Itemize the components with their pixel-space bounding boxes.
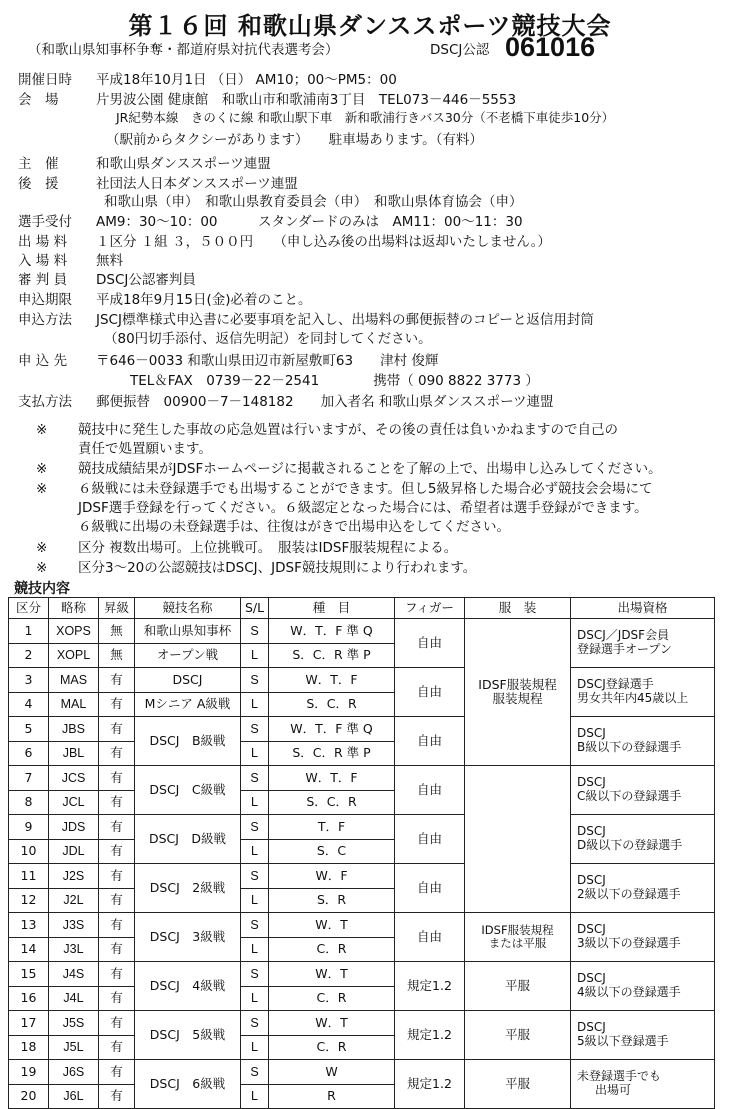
table-row [9,864,715,889]
note-mark: ※ [36,560,48,576]
info-label: 審 判 員 [18,272,68,288]
cell-abbr: JBS [49,717,99,742]
cell-event: C．R [269,1035,395,1060]
cell-name: DSCJ C級戦 [135,766,241,815]
cell-abbr: J4L [49,986,99,1011]
cell-no: 14 [9,937,49,962]
cell-abbr: MAS [49,668,99,693]
cell-abbr: J5S [49,1011,99,1036]
table-row [9,913,715,938]
info-support [18,172,298,192]
cell-name: DSCJ 3級戦 [135,913,241,962]
cell-sl: S [241,668,269,693]
info-label: 申込期限 [18,292,72,308]
cell-promo: 有 [99,1011,135,1036]
qual-text: 男女共年内45歳以上 [577,691,689,705]
cell-figure: 自由 [395,668,465,717]
info-value: 平成18年10月1日 （日） AM10；00～PM5：00 [96,72,397,88]
cell-sl: S [241,864,269,889]
note-mark: ※ [36,422,48,438]
cell-promo: 有 [99,668,135,693]
note [36,477,653,497]
cell-sl: L [241,1035,269,1060]
cell-qualification [571,668,715,717]
note-text: 競技成績結果がJDSFホームページに掲載されることを了解の上で、出場申し込みしてください。 [78,461,662,477]
cell-figure: 自由 [395,815,465,864]
info-value: JR紀勢本線 きのくに線 和歌山駅下車 新和歌浦行きバス30分（不老橋下車徒歩10分） [116,110,615,125]
info-value: （駅前からタクシーがあります） 駐車場あります。（有料） [106,132,483,148]
cell-promo: 有 [99,888,135,913]
header-cell: 種 目 [269,598,395,619]
qual-text: DSCJ [577,726,606,741]
cell-qualification [571,913,715,962]
cell-no: 3 [9,668,49,693]
info-value: 片男波公園 健康館 和歌山市和歌浦南3丁目 TEL073－446－5553 [96,92,517,108]
qual-text: DSCJ登録選手 [577,677,654,692]
attire-text: IDSF服装規程 [481,922,554,937]
note-mark: ※ [36,481,48,497]
info-method [18,308,594,328]
cell-promo: 有 [99,986,135,1011]
cell-abbr: JCS [49,766,99,791]
cell-no: 18 [9,1035,49,1060]
table-row [9,1011,715,1036]
cell-no: 5 [9,717,49,742]
qual-text: DSCJ [577,824,606,839]
cell-promo: 有 [99,962,135,987]
cell-event: S．R [269,888,395,913]
cell-event: W．T．F 準 Q [269,619,395,644]
cell-qualification [571,766,715,815]
table-row [9,717,715,742]
cell-no: 17 [9,1011,49,1036]
qual-text: DSCJ [577,971,606,986]
cell-no: 12 [9,888,49,913]
info-label: 主 催 [18,156,59,172]
info-judges [18,268,196,288]
cell-sl: L [241,643,269,668]
info-date [18,68,397,88]
cell-sl: L [241,839,269,864]
info-value: 〒646－0033 和歌山県田辺市新屋敷町63 津村 俊輝 [96,353,439,369]
cell-abbr: J6L [49,1084,99,1109]
cell-promo: 有 [99,766,135,791]
qual-text: 出場可 [595,1083,632,1097]
qual-text: 登録選手オープン [577,642,672,656]
cell-abbr: J4S [49,962,99,987]
note-text: 区分 複数出場可。上位挑戦可。 服装はIDSF服装規程による。 [78,540,458,556]
cell-abbr: XOPL [49,643,99,668]
header-cell: 服 装 [465,598,571,619]
attire-text: または平服 [488,936,547,950]
cell-figure: 規定1.2 [395,1060,465,1109]
qual-text: DSCJ [577,775,606,790]
cell-event: C．R [269,986,395,1011]
cell-qualification [571,1011,715,1060]
qual-text: 5級以下登録選手 [577,1034,669,1048]
header-cell: 競技名称 [135,598,241,619]
cell-figure: 規定1.2 [395,1011,465,1060]
cell-sl: L [241,790,269,815]
qual-text: 3級以下の登録選手 [577,936,681,950]
info-label: 入 場 料 [18,253,68,269]
cell-promo: 有 [99,741,135,766]
cell-promo: 有 [99,913,135,938]
attire-text: IDSF服装規程 [478,676,557,692]
cell-event: W．T [269,1011,395,1036]
cell-event: W．T．F [269,766,395,791]
cell-abbr: J3L [49,937,99,962]
header-cell: 略称 [49,598,99,619]
info-value: 和歌山県（申） 和歌山県教育委員会（申） 和歌山県体育協会（申） [104,194,523,210]
attire-text: 服装規程 [492,691,543,706]
cell-sl: L [241,888,269,913]
qual-text: DSCJ [577,1020,606,1035]
info-value: DSCJ公認審判員 [96,272,196,288]
table-row [9,1060,715,1085]
qual-text: 2級以下の登録選手 [577,887,681,901]
note [36,556,476,576]
table-row [9,766,715,791]
cell-abbr: JDS [49,815,99,840]
cell-attire: 平服 [465,1011,571,1060]
cell-qualification [571,962,715,1011]
note-text: 責任で処置願います。 [78,441,212,457]
table-header-row [9,598,715,619]
info-value: 郵便振替 00900－7－148182 加入者名 和歌山県ダンススポーツ連盟 [96,394,554,410]
cell-qualification [571,717,715,766]
dscj-code: 061016 [505,32,596,62]
cell-no: 16 [9,986,49,1011]
info-reception [18,210,523,230]
cell-attire: 平服 [465,1060,571,1109]
cell-no: 15 [9,962,49,987]
cell-no: 4 [9,692,49,717]
cell-no: 19 [9,1060,49,1085]
cell-figure: 規定1.2 [395,962,465,1011]
info-value: 平成18年9月15日(金)必着のこと。 [96,292,312,308]
cell-promo: 有 [99,937,135,962]
qual-text: 未登録選手でも [577,1069,662,1084]
cell-qualification [571,619,715,668]
cell-qualification [571,864,715,913]
cell-no: 9 [9,815,49,840]
cell-sl: L [241,986,269,1011]
cell-sl: L [241,741,269,766]
cell-event: C．R [269,937,395,962]
cell-name: 和歌山県知事杯 [135,619,241,644]
cell-no: 1 [9,619,49,644]
header-cell: 区分 [9,598,49,619]
qual-text: B級以下の登録選手 [577,740,682,754]
info-venue [18,88,516,108]
dscj-label: DSCJ公認 [430,42,490,58]
cell-event: T．F [269,815,395,840]
info-admission [18,249,123,269]
cell-no: 7 [9,766,49,791]
cell-promo: 有 [99,790,135,815]
cell-promo: 有 [99,1035,135,1060]
qual-text: DSCJ [577,922,606,937]
cell-figure: 自由 [395,717,465,766]
cell-event: W．T．F 準 Q [269,717,395,742]
cell-abbr: XOPS [49,619,99,644]
cell-event: W．T．F [269,668,395,693]
cell-promo: 有 [99,839,135,864]
info-address [18,349,438,369]
note-mark: ※ [36,461,48,477]
cell-attire: 平服 [465,962,571,1011]
cell-no: 6 [9,741,49,766]
cell-attire [465,913,571,962]
cell-promo: 有 [99,815,135,840]
cell-name: DSCJ D級戦 [135,815,241,864]
table-row [9,619,715,644]
cell-sl: L [241,692,269,717]
cell-event: S．C [269,839,395,864]
info-value: 無料 [96,253,123,269]
cell-abbr: J6S [49,1060,99,1085]
cell-promo: 有 [99,1060,135,1085]
info-value: JSCJ標準様式申込書に必要事項を記入し、出場料の郵便振替のコピーと返信用封筒 [96,312,594,328]
cell-abbr: JCL [49,790,99,815]
cell-no: 10 [9,839,49,864]
cell-name: DSCJ 5級戦 [135,1011,241,1060]
header-cell: 出場資格 [571,598,715,619]
cell-event: S．C．R [269,790,395,815]
qual-text: DSCJ／JDSF会員 [577,628,670,643]
cell-no: 11 [9,864,49,889]
note [36,457,662,477]
info-value: 和歌山県ダンススポーツ連盟 [96,156,271,172]
cell-sl: L [241,1084,269,1109]
header-cell: S/L [241,598,269,619]
cell-promo: 有 [99,717,135,742]
cell-name: オープン戦 [135,643,241,668]
cell-promo: 有 [99,864,135,889]
qual-text: C級以下の登録選手 [577,789,682,803]
note [36,536,457,556]
cell-abbr: J2S [49,864,99,889]
cell-qualification [571,815,715,864]
cell-abbr: J2L [49,888,99,913]
info-label: 申込方法 [18,312,72,328]
cell-figure: 自由 [395,913,465,962]
cell-event: S．C．R 準 P [269,643,395,668]
info-fee [18,230,551,250]
cell-name: Mシニア A級戦 [135,692,241,717]
cell-name: DSCJ 6級戦 [135,1060,241,1109]
competition-table [8,597,715,1109]
cell-sl: S [241,913,269,938]
qual-text: D級以下の登録選手 [577,838,683,852]
cell-name: DSCJ 4級戦 [135,962,241,1011]
cell-no: 20 [9,1084,49,1109]
section-title: 競技内容 [14,581,70,597]
info-label: 申 込 先 [18,353,68,369]
cell-sl: S [241,1011,269,1036]
cell-event: W．F [269,864,395,889]
cell-sl: S [241,815,269,840]
cell-name: DSCJ [135,668,241,693]
info-value: TEL＆FAX 0739－22－2541 携帯（ 090 8822 3773 ） [130,373,539,389]
cell-event: W [269,1060,395,1085]
info-label: 後 援 [18,176,59,192]
cell-figure: 自由 [395,619,465,668]
info-value: １区分 １組 ３，５００円 （申し込み後の出場料は返却いたしません。） [96,234,551,250]
table-row [9,815,715,840]
cell-abbr: JBL [49,741,99,766]
cell-attire-blank [465,766,571,913]
cell-event: S．C．R [269,692,395,717]
note-text: ６級戦には未登録選手でも出場することができます。但し5級昇格した場合必ず競技会会場にて [78,481,653,497]
info-label: 選手受付 [18,214,72,230]
note-text: 競技中に発生した事故の応急処置は行いますが、その後の責任は負いかねますので自己の [78,422,618,438]
cell-promo: 有 [99,1084,135,1109]
info-label: 開催日時 [18,72,72,88]
cell-sl: S [241,619,269,644]
table-row [9,962,715,987]
info-host [18,152,271,172]
cell-abbr: MAL [49,692,99,717]
cell-event: W．T [269,913,395,938]
cell-abbr: J5L [49,1035,99,1060]
note-text: ６級戦に出場の未登録選手は、往復はがきで出場申込をしてください。 [78,519,510,535]
cell-qualification [571,1060,715,1109]
cell-promo: 有 [99,692,135,717]
note-text: 区分3～20の公認競技はDSCJ、JDSF競技規則により行われます。 [78,560,477,576]
cell-sl: S [241,1060,269,1085]
header-cell: 昇級 [99,598,135,619]
info-value: 社団法人日本ダンススポーツ連盟 [96,176,298,192]
cell-promo: 無 [99,619,135,644]
cell-sl: L [241,937,269,962]
cell-promo: 無 [99,643,135,668]
cell-sl: S [241,962,269,987]
table-row [9,668,715,693]
info-value: AM9：30～10：00 スタンダードのみは AM11：00～11：30 [96,214,523,230]
cell-event: W．T [269,962,395,987]
info-label: 会 場 [18,92,59,108]
note-mark: ※ [36,540,48,556]
info-label: 支払方法 [18,394,72,410]
cell-figure: 自由 [395,864,465,913]
info-deadline [18,288,311,308]
cell-abbr: JDL [49,839,99,864]
cell-sl: S [241,717,269,742]
qual-text: DSCJ [577,873,606,888]
cell-abbr: J3S [49,913,99,938]
page-title: 第１６回 和歌山県ダンススポーツ競技大会 [128,12,612,40]
info-label: 出 場 料 [18,234,68,250]
cell-name: DSCJ B級戦 [135,717,241,766]
note-text: JDSF選手登録を行ってください。６級認定となった場合には、希望者は選手登録ができます。 [78,500,648,516]
cell-event: S．C．R 準 P [269,741,395,766]
cell-figure: 自由 [395,766,465,815]
cell-attire-idsf [465,619,571,766]
qual-text: 4級以下の登録選手 [577,985,681,999]
subtitle: （和歌山県知事杯争奪・都道府県対抗代表選考会） [28,42,339,58]
note [36,418,618,438]
cell-no: 8 [9,790,49,815]
header-cell: フィガー [395,598,465,619]
cell-no: 2 [9,643,49,668]
info-payment [18,390,554,410]
cell-event: R [269,1084,395,1109]
cell-name: DSCJ 2級戦 [135,864,241,913]
cell-sl: S [241,766,269,791]
cell-no: 13 [9,913,49,938]
info-value: （80円切手添付、返信先明記）を同封してください。 [104,331,432,347]
